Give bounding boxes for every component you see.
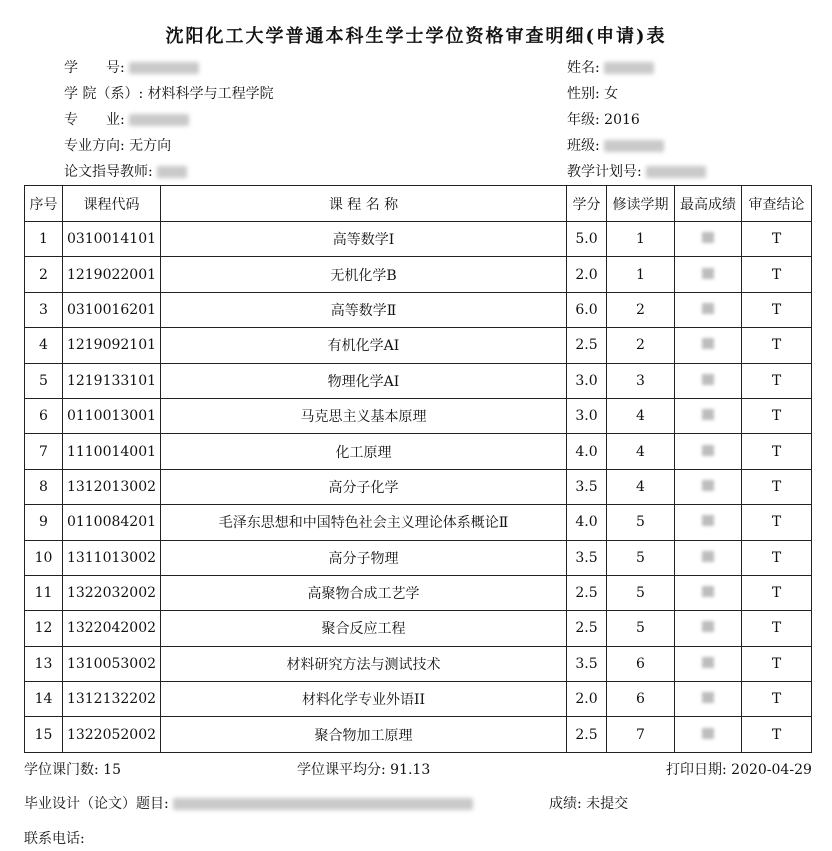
cell-term: 5 [607, 575, 675, 610]
cell-term: 4 [607, 469, 675, 504]
cell-no: 15 [25, 717, 63, 752]
cell-score [675, 611, 742, 646]
cell-result: T [742, 257, 812, 292]
cell-code: 0110084201 [63, 505, 161, 540]
table-header-row [25, 186, 812, 222]
cell-term: 3 [607, 363, 675, 398]
cell-no: 2 [25, 257, 63, 292]
cell-course-name: 高聚物合成工艺学 [161, 575, 567, 610]
table-row [25, 398, 812, 433]
cell-code: 1219133101 [63, 363, 161, 398]
cell-code: 0310016201 [63, 292, 161, 327]
cell-no: 1 [25, 222, 63, 257]
table-row [25, 257, 812, 292]
table-row [25, 646, 812, 681]
direction-value: 无方向 [129, 138, 172, 154]
cell-course-name: 材料研究方法与测试技术 [161, 646, 567, 681]
cell-score [675, 717, 742, 752]
plan-label: 教学计划号: [567, 164, 642, 180]
course-table-body [25, 222, 812, 753]
cell-no: 11 [25, 575, 63, 610]
header-code: 课程代码 [63, 186, 161, 222]
cell-score [675, 646, 742, 681]
cell-no: 4 [25, 328, 63, 363]
cell-course-name: 物理化学AI [161, 363, 567, 398]
cell-term: 4 [607, 398, 675, 433]
major-redacted [129, 114, 189, 126]
cell-course-name: 无机化学B [161, 257, 567, 292]
score-redacted [702, 551, 714, 562]
cell-result: T [742, 611, 812, 646]
college-label: 学 院（系）: [64, 86, 144, 102]
cell-result: T [742, 469, 812, 504]
advisor-redacted [157, 166, 187, 178]
cell-result: T [742, 717, 812, 752]
cell-score [675, 682, 742, 717]
direction-label: 专业方向: [64, 138, 125, 154]
table-row [25, 328, 812, 363]
cell-no: 3 [25, 292, 63, 327]
cell-no: 6 [25, 398, 63, 433]
direction-line [64, 135, 171, 155]
cell-score [675, 469, 742, 504]
advisor-label: 论文指导教师: [64, 164, 153, 180]
cell-term: 2 [607, 292, 675, 327]
cell-result: T [742, 328, 812, 363]
cell-code: 1322052002 [63, 717, 161, 752]
plan-redacted [646, 166, 706, 178]
cell-term: 5 [607, 505, 675, 540]
score-redacted [702, 657, 714, 668]
cell-result: T [742, 363, 812, 398]
cell-result: T [742, 646, 812, 681]
cell-code: 1322032002 [63, 575, 161, 610]
score-redacted [702, 338, 714, 349]
class-line [567, 135, 664, 155]
table-row [25, 363, 812, 398]
cell-credit: 2.5 [567, 328, 607, 363]
cell-code: 1312132202 [63, 682, 161, 717]
college-line [64, 83, 274, 103]
cell-no: 5 [25, 363, 63, 398]
cell-no: 9 [25, 505, 63, 540]
major-label: 专 业: [64, 112, 125, 128]
plan-line [567, 161, 706, 181]
cell-term: 4 [607, 434, 675, 469]
cell-score [675, 398, 742, 433]
cell-credit: 4.0 [567, 434, 607, 469]
name-redacted [604, 62, 654, 74]
cell-course-name: 高等数学Ⅱ [161, 292, 567, 327]
gender-line [567, 83, 618, 103]
cell-code: 1219022001 [63, 257, 161, 292]
table-row [25, 469, 812, 504]
cell-credit: 3.0 [567, 398, 607, 433]
grade-value: 2016 [604, 112, 640, 128]
score-redacted [702, 232, 714, 243]
course-count: 学位课门数: 15 [24, 762, 121, 778]
cell-no: 10 [25, 540, 63, 575]
cell-result: T [742, 434, 812, 469]
table-row [25, 222, 812, 257]
cell-no: 8 [25, 469, 63, 504]
cell-course-name: 高分子物理 [161, 540, 567, 575]
cell-code: 1322042002 [63, 611, 161, 646]
table-row [25, 292, 812, 327]
cell-result: T [742, 575, 812, 610]
table-row [25, 611, 812, 646]
grade-label: 年级: [567, 112, 600, 128]
score-redacted [702, 728, 714, 739]
class-redacted [604, 140, 664, 152]
cell-credit: 2.5 [567, 717, 607, 752]
cell-term: 1 [607, 222, 675, 257]
cell-code: 0110013001 [63, 398, 161, 433]
cell-credit: 3.0 [567, 363, 607, 398]
cell-no: 12 [25, 611, 63, 646]
score-redacted [702, 586, 714, 597]
cell-term: 6 [607, 682, 675, 717]
cell-credit: 2.0 [567, 682, 607, 717]
cell-code: 1110014001 [63, 434, 161, 469]
form-title: 沈阳化工大学普通本科生学士学位资格审查明细(申请)表 [165, 26, 667, 47]
cell-result: T [742, 398, 812, 433]
score-redacted [702, 515, 714, 526]
cell-course-name: 聚合物加工原理 [161, 717, 567, 752]
college-value: 材料科学与工程学院 [147, 86, 274, 102]
gender-value: 女 [604, 86, 619, 102]
cell-course-name: 高分子化学 [161, 469, 567, 504]
advisor-line [64, 161, 187, 181]
cell-term: 1 [607, 257, 675, 292]
cell-credit: 3.5 [567, 540, 607, 575]
table-row [25, 505, 812, 540]
score-redacted [702, 374, 714, 385]
cell-code: 0310014101 [63, 222, 161, 257]
score-redacted [702, 303, 714, 314]
cell-credit: 6.0 [567, 292, 607, 327]
major-line [64, 109, 189, 129]
name-line [567, 57, 654, 77]
student-id-redacted [129, 62, 199, 74]
cell-score [675, 257, 742, 292]
cell-term: 2 [607, 328, 675, 363]
print-date: 打印日期: 2020-04-29 [666, 762, 812, 778]
cell-score [675, 540, 742, 575]
score-redacted [702, 480, 714, 491]
cell-score [675, 434, 742, 469]
cell-credit: 2.5 [567, 575, 607, 610]
cell-result: T [742, 682, 812, 717]
header-no: 序号 [25, 186, 63, 222]
cell-code: 1219092101 [63, 328, 161, 363]
student-id-label: 学 号: [64, 60, 125, 76]
cell-result: T [742, 292, 812, 327]
grade-line [567, 109, 640, 129]
cell-course-name: 高等数学Ⅰ [161, 222, 567, 257]
cell-score [675, 505, 742, 540]
cell-no: 13 [25, 646, 63, 681]
student-id-line [64, 57, 199, 77]
cell-result: T [742, 222, 812, 257]
score-redacted [702, 445, 714, 456]
cell-score [675, 328, 742, 363]
header-name: 课 程 名 称 [161, 186, 567, 222]
cell-credit: 5.0 [567, 222, 607, 257]
cell-term: 7 [607, 717, 675, 752]
cell-term: 5 [607, 611, 675, 646]
cell-code: 1311013002 [63, 540, 161, 575]
phone-label: 联系电话: [24, 831, 85, 847]
name-label: 姓名: [567, 60, 600, 76]
header-credit: 学分 [567, 186, 607, 222]
table-row [25, 682, 812, 717]
score-redacted [702, 621, 714, 632]
course-table [24, 185, 812, 753]
cell-course-name: 化工原理 [161, 434, 567, 469]
cell-course-name: 毛泽东思想和中国特色社会主义理论体系概论Ⅱ [161, 505, 567, 540]
cell-no: 7 [25, 434, 63, 469]
gender-label: 性别: [567, 86, 600, 102]
cell-credit: 2.0 [567, 257, 607, 292]
cell-score [675, 292, 742, 327]
cell-course-name: 聚合反应工程 [161, 611, 567, 646]
table-row [25, 717, 812, 752]
header-result: 审查结论 [742, 186, 812, 222]
average-score: 学位课平均分: 91.13 [297, 762, 431, 778]
cell-credit: 4.0 [567, 505, 607, 540]
cell-course-name: 有机化学AI [161, 328, 567, 363]
score-redacted [702, 268, 714, 279]
cell-score [675, 222, 742, 257]
cell-result: T [742, 505, 812, 540]
cell-no: 14 [25, 682, 63, 717]
cell-credit: 3.5 [567, 469, 607, 504]
class-label: 班级: [567, 138, 600, 154]
cell-result: T [742, 540, 812, 575]
table-row [25, 434, 812, 469]
thesis-label: 毕业设计（论文）题目: [24, 796, 169, 812]
table-row [25, 575, 812, 610]
thesis-line [24, 793, 473, 813]
cell-code: 1310053002 [63, 646, 161, 681]
header-score: 最高成绩 [675, 186, 742, 222]
cell-term: 6 [607, 646, 675, 681]
thesis-title-redacted [173, 798, 473, 810]
cell-course-name: 材料化学专业外语II [161, 682, 567, 717]
thesis-score: 成绩: 未提交 [549, 796, 629, 812]
score-redacted [702, 409, 714, 420]
cell-credit: 3.5 [567, 646, 607, 681]
cell-term: 5 [607, 540, 675, 575]
cell-score [675, 363, 742, 398]
cell-score [675, 575, 742, 610]
cell-credit: 2.5 [567, 611, 607, 646]
cell-code: 1312013002 [63, 469, 161, 504]
table-row [25, 540, 812, 575]
cell-course-name: 马克思主义基本原理 [161, 398, 567, 433]
header-term: 修读学期 [607, 186, 675, 222]
score-redacted [702, 692, 714, 703]
